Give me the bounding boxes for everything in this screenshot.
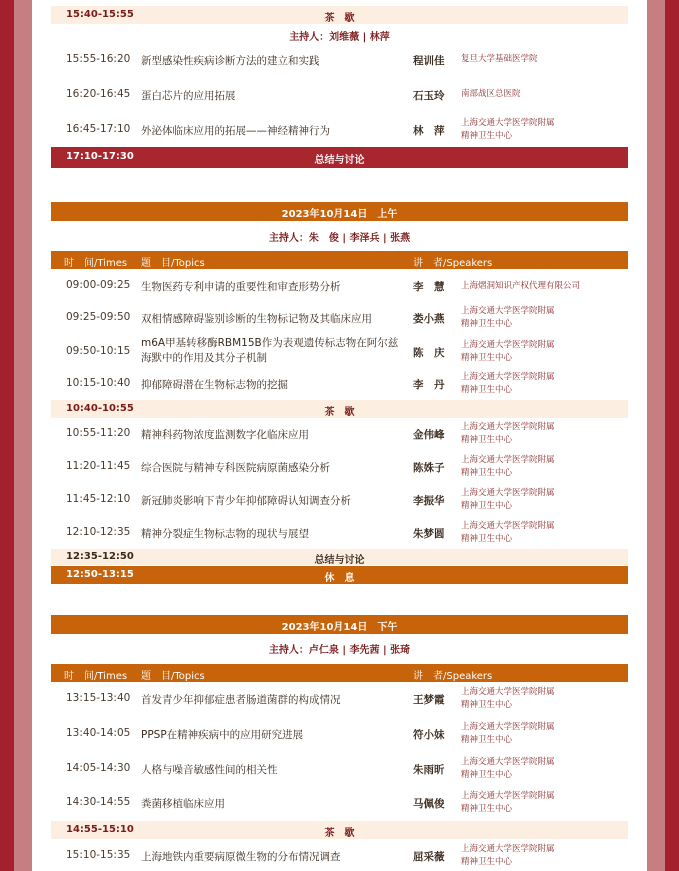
- row-affiliation: 上海交通大学医学院附属: [461, 791, 555, 801]
- row-affiliation: 上海交通大学医学院附属: [461, 521, 555, 531]
- row-speaker: 林 萍: [413, 125, 445, 137]
- row-speaker: 石玉玲: [413, 90, 445, 102]
- rest-time: 12:50-13:15: [66, 569, 134, 580]
- row-topic: 生物医药专利申请的重要性和审查形势分析: [141, 281, 341, 293]
- tea-label: 茶 歇: [324, 828, 355, 839]
- row-affiliation: 上海交通大学医学院附属: [461, 488, 555, 498]
- row-affiliation: 上海交通大学医学院附属: [461, 118, 555, 128]
- row-affiliation-line2: 精神卫生中心: [461, 700, 513, 710]
- row-time: 13:40-14:05: [66, 727, 131, 739]
- right-border: [665, 0, 679, 871]
- row-affiliation-line2: 精神卫生中心: [461, 501, 513, 511]
- row-affiliation-line2: 精神卫生中心: [461, 468, 513, 478]
- row-affiliation-line2: 精神卫生中心: [461, 435, 513, 445]
- row-affiliation-line2: 精神卫生中心: [461, 857, 513, 867]
- row-topic: 外泌体临床应用的拓展——神经精神行为: [141, 125, 330, 137]
- table-row: [51, 789, 628, 817]
- row-affiliation: 上海交通大学医学院附属: [461, 340, 555, 350]
- host-text: 主持人：卢仁泉 | 李先茜 | 张琦: [268, 645, 411, 656]
- table-row: [51, 50, 628, 70]
- row-affiliation: 上海熠洞知识产权代理有限公司: [461, 281, 581, 291]
- table-row: [51, 336, 628, 368]
- row-speaker: 符小妹: [413, 729, 445, 741]
- table-row: [51, 486, 628, 514]
- row-topic: 新型感染性疾病诊断方法的建立和实践: [141, 55, 320, 67]
- summary-time: 17:10-17:30: [66, 151, 134, 162]
- session-host: [51, 27, 628, 43]
- table-row: [51, 276, 628, 296]
- row-topic: PPSP在精神疾病中的应用研究进展: [141, 729, 304, 741]
- header-time: 时 间/Times: [64, 258, 128, 269]
- row-affiliation-line2: 精神卫生中心: [461, 804, 513, 814]
- row-time: 13:15-13:40: [66, 692, 131, 704]
- session-host: [51, 640, 628, 656]
- row-speaker: 屈采薇: [413, 851, 445, 863]
- summary-label: 总结与讨论: [314, 155, 365, 166]
- session-date: 2023年10月14日 下午: [281, 622, 398, 633]
- row-affiliation: 上海交通大学医学院附属: [461, 844, 555, 854]
- table-row: [51, 304, 628, 332]
- tea-label: 茶 歇: [324, 407, 355, 418]
- row-speaker: 马佩俊: [413, 798, 445, 810]
- row-affiliation: 上海交通大学医学院附属: [461, 455, 555, 465]
- row-affiliation-line2: 精神卫生中心: [461, 770, 513, 780]
- row-time: 12:10-12:35: [66, 526, 131, 538]
- summary-bar: [51, 549, 628, 565]
- row-time: 15:55-16:20: [66, 53, 131, 65]
- table-row: [51, 420, 628, 448]
- rest-label: 休 息: [324, 573, 355, 584]
- row-time: 09:25-09:50: [66, 311, 131, 323]
- table-row: [51, 370, 628, 398]
- row-time: 11:45-12:10: [66, 493, 131, 505]
- row-affiliation-line2: 精神卫生中心: [461, 385, 513, 395]
- tea-time: 14:55-15:10: [66, 824, 134, 835]
- row-speaker: 李 慧: [413, 281, 445, 293]
- table-row: [51, 453, 628, 481]
- row-speaker: 朱梦圆: [413, 528, 445, 540]
- row-time: 11:20-11:45: [66, 460, 131, 472]
- table-row: [51, 85, 628, 105]
- row-affiliation: 上海交通大学医学院附属: [461, 422, 555, 432]
- tea-time: 10:40-10:55: [66, 403, 134, 414]
- row-time: 16:20-16:45: [66, 88, 131, 100]
- row-affiliation: 南部战区总医院: [461, 89, 521, 99]
- table-row: [51, 755, 628, 783]
- table-row: [51, 116, 628, 144]
- row-affiliation-line2: 精神卫生中心: [461, 534, 513, 544]
- row-time: 09:50-10:15: [66, 345, 131, 357]
- row-topic: 精神科药物浓度监测数字化临床应用: [141, 429, 309, 441]
- row-topic: 人格与噪音敏感性间的相关性: [141, 764, 278, 776]
- row-affiliation: 上海交通大学医学院附属: [461, 306, 555, 316]
- row-time: 14:30-14:55: [66, 796, 131, 808]
- tea-break-bar: [51, 6, 628, 24]
- table-header: [51, 251, 628, 269]
- row-affiliation: 上海交通大学医学院附属: [461, 757, 555, 767]
- header-topic: 题 目/Topics: [141, 258, 205, 269]
- table-row: [51, 720, 628, 748]
- row-speaker: 李 丹: [413, 379, 445, 391]
- row-time: 14:05-14:30: [66, 762, 131, 774]
- row-topic: 新冠肺炎影响下青少年抑郁障碍认知调查分析: [141, 495, 351, 507]
- row-affiliation: 上海交通大学医学院附属: [461, 687, 555, 697]
- row-speaker: 程训佳: [413, 55, 445, 67]
- row-time: 10:55-11:20: [66, 427, 131, 439]
- row-speaker: 陈姝子: [413, 462, 445, 474]
- row-topic: 抑郁障碍潜在生物标志物的挖掘: [141, 379, 288, 391]
- row-speaker: 王梦霞: [413, 694, 445, 706]
- table-row: [51, 685, 628, 713]
- summary-label: 总结与讨论: [314, 555, 365, 566]
- tea-break-bar: [51, 821, 628, 839]
- session-host: [51, 228, 628, 244]
- header-time: 时 间/Times: [64, 671, 128, 682]
- row-topic: 双相情感障碍鉴别诊断的生物标记物及其临床应用: [141, 313, 372, 325]
- table-header: [51, 664, 628, 682]
- row-speaker: 娄小燕: [413, 313, 445, 325]
- row-affiliation-line2: 精神卫生中心: [461, 319, 513, 329]
- row-topic: 首发青少年抑郁症患者肠道菌群的构成情况: [141, 694, 341, 706]
- row-affiliation: 复旦大学基础医学院: [461, 54, 538, 64]
- rest-bar: [51, 566, 628, 584]
- row-speaker: 朱雨昕: [413, 764, 445, 776]
- row-affiliation-line2: 精神卫生中心: [461, 353, 513, 363]
- row-affiliation: 上海交通大学医学院附属: [461, 722, 555, 732]
- host-text: 主持人：刘维薇 | 林萍: [289, 32, 390, 43]
- row-speaker: 金伟峰: [413, 429, 445, 441]
- row-topic: 综合医院与精神专科医院病原菌感染分析: [141, 462, 330, 474]
- tea-label: 茶 歇: [324, 13, 355, 24]
- row-topic: 粪菌移植临床应用: [141, 798, 225, 810]
- row-topic: 上海地铁内重要病原微生物的分布情况调查: [141, 851, 341, 863]
- row-affiliation-line2: 精神卫生中心: [461, 131, 513, 141]
- header-speaker: 讲 者/Speakers: [413, 671, 493, 682]
- tea-time: 15:40-15:55: [66, 9, 134, 20]
- row-topic: m6A甲基转移酶RBM15B作为表观遗传标志物在阿尔兹海默中的作用及其分子机制: [141, 337, 399, 364]
- row-topic: 蛋白芯片的应用拓展: [141, 90, 236, 102]
- header-topic: 题 目/Topics: [141, 671, 205, 682]
- table-row: [51, 842, 628, 870]
- row-speaker: 陈 庆: [413, 347, 445, 359]
- row-time: 15:10-15:35: [66, 849, 131, 861]
- row-affiliation-line2: 精神卫生中心: [461, 735, 513, 745]
- tea-break-bar: [51, 400, 628, 418]
- summary-bar: [51, 147, 628, 168]
- row-affiliation: 上海交通大学医学院附属: [461, 372, 555, 382]
- row-time: 09:00-09:25: [66, 279, 131, 291]
- session-date: 2023年10月14日 上午: [281, 209, 398, 220]
- table-row: [51, 519, 628, 547]
- row-time: 16:45-17:10: [66, 123, 131, 135]
- host-text: 主持人：朱 俊 | 李泽兵 | 张燕: [268, 233, 411, 244]
- date-bar: [51, 615, 628, 634]
- left-border: [0, 0, 14, 871]
- summary-time: 12:35-12:50: [66, 551, 134, 562]
- row-time: 10:15-10:40: [66, 377, 131, 389]
- header-speaker: 讲 者/Speakers: [413, 258, 493, 269]
- row-topic: 精神分裂症生物标志物的现状与展望: [141, 528, 309, 540]
- row-speaker: 李振华: [413, 495, 445, 507]
- date-bar: [51, 202, 628, 221]
